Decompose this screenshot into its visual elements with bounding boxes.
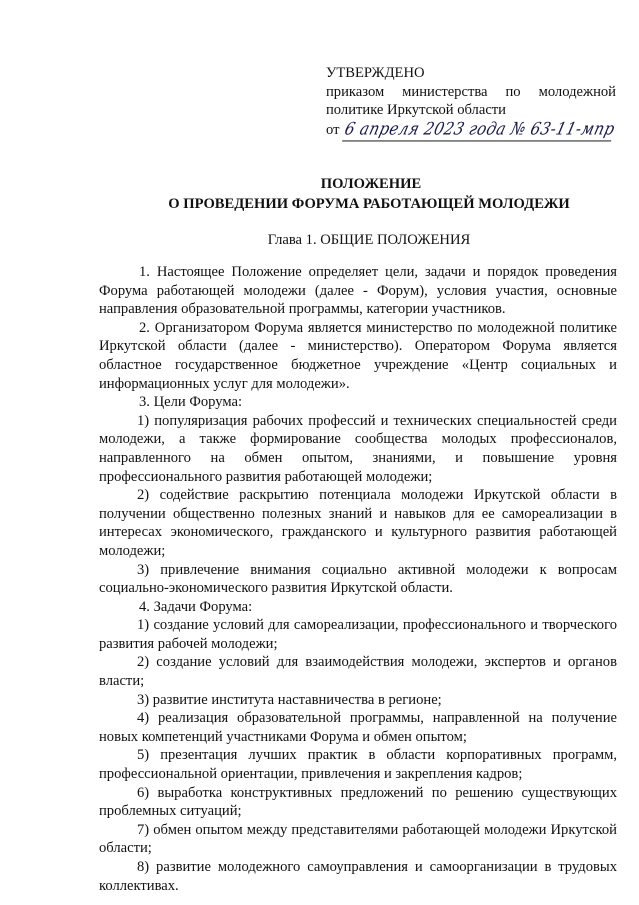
list-item: 6) выработка конструктивных предложений по решению существующих проблемных ситуаций; [99, 784, 617, 820]
paragraph: 2. Организатором Форума является министерство по молодежной политике Иркутской области (далее - министерство). Оператором Форума является областное государственное бюджетное учреждение «Центр социальных и информационных услуг для молодежи». [99, 319, 617, 392]
list-item: 2) создание условий для взаимодействия молодежи, экспертов и органов власти; [99, 654, 617, 690]
approval-line-1: приказом министерства по молодежной [326, 83, 616, 100]
handwritten-date-number: 6 апреля 2023 года № 63-11-мпр [343, 118, 618, 139]
list-item: 1) создание условий для самореализации, профессионального и творческого развития рабочей молодежи; [99, 617, 617, 652]
approval-date-line [326, 120, 616, 140]
document-title: ПОЛОЖЕНИЕ [320, 176, 422, 192]
paragraph: 3. Цели Форума: [139, 394, 243, 411]
list-item: 5) презентация лучших практик в области корпоративных программ, профессиональной ориентации, привлечения и закрепления кадров; [99, 747, 617, 783]
approval-line-2: политике Иркутской области [326, 102, 506, 118]
list-item: 4) реализация образовательной программы, направленной на получение новых компетенций участниками Форума и обмен опытом; [99, 710, 617, 745]
document-body [99, 263, 617, 895]
paragraph: 4. Задачи Форума: [139, 598, 253, 615]
paragraph: 1. Настоящее Положение определяет цели, задачи и порядок проведения Форума работающей молодежи (далее - Форум), условия участия, основные направления образовательной программы, категории участников. [99, 264, 617, 318]
list-item: 3) развитие института наставничества в регионе; [137, 691, 442, 708]
list-item: 1) популяризация рабочих профессий и технических специальностей среди молодежи, а также формирование сообщества молодых профессионалов, направленного на обмен опытом, знаниями, и повышение уровня профессионального развития работающей молодежи; [99, 412, 617, 485]
approval-heading: УТВЕРЖДЕНО [326, 65, 425, 81]
approval-from-label: от [326, 121, 340, 138]
list-item: 7) обмен опытом между представителями работающей молодежи Иркутской области; [99, 821, 617, 857]
list-item: 3) привлечение внимания социально активной молодежи к вопросам социально-экономического развития Иркутской области. [99, 561, 617, 597]
chapter-heading: Глава 1. ОБЩИЕ ПОЛОЖЕНИЯ [267, 232, 471, 248]
list-item: 8) развитие молодежного самоуправления и самоорганизации в трудовых коллективах. [99, 859, 617, 894]
list-item: 2) содействие раскрытию потенциала молодежи Иркутской области в получении общественно полезных знаний и навыков для ее самореализации в интересах экономического, гражданского и культурного развития работающей молодежи; [99, 487, 617, 559]
approval-stamp-block [326, 64, 616, 139]
document-subtitle: О ПРОВЕДЕНИИ ФОРУМА РАБОТАЮЩЕЙ МОЛОДЕЖИ [168, 196, 570, 212]
